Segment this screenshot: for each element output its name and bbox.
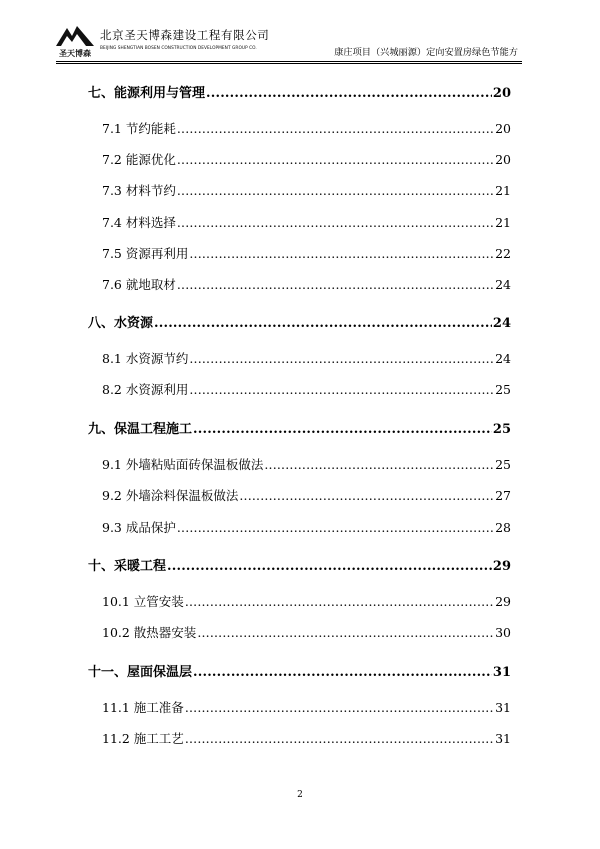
toc-page: 31	[495, 731, 511, 746]
toc-entry[interactable]	[88, 486, 511, 504]
toc-entry[interactable]	[88, 349, 511, 367]
toc-page: 27	[495, 488, 511, 503]
toc-title: 9.3 成品保护	[102, 520, 176, 535]
toc-title: 七、能源利用与管理	[88, 86, 206, 101]
toc-page: 21	[495, 215, 511, 230]
toc-title: 7.5 资源再利用	[102, 246, 189, 261]
toc-page: 21	[495, 183, 511, 198]
toc-title: 九、保温工程施工	[88, 422, 193, 437]
logo-text: 圣天博森	[59, 49, 91, 58]
toc-title: 八、水资源	[88, 316, 154, 331]
toc-leader	[189, 382, 494, 397]
page-header	[56, 22, 518, 64]
toc-leader	[189, 351, 494, 366]
toc-entry[interactable]	[88, 729, 511, 747]
toc-title: 7.2 能源优化	[102, 152, 176, 167]
toc-page: 20	[492, 86, 511, 101]
toc-page: 29	[492, 559, 511, 574]
toc-page: 29	[495, 594, 511, 609]
toc-section[interactable]	[88, 418, 511, 437]
toc-page: 31	[495, 700, 511, 715]
toc-entry[interactable]	[88, 150, 511, 168]
toc-leader	[177, 215, 494, 230]
toc-page: 20	[495, 121, 511, 136]
header-divider-thin	[56, 63, 522, 64]
toc-entry[interactable]	[88, 592, 511, 610]
toc-title: 10.2 散热器安装	[102, 625, 197, 640]
company-logo	[56, 22, 94, 58]
toc-leader	[177, 520, 494, 535]
toc-title: 十、采暖工程	[88, 559, 167, 574]
toc-leader	[185, 731, 494, 746]
toc-leader	[185, 700, 494, 715]
header-divider	[56, 61, 522, 62]
toc-title: 7.3 材料节约	[102, 183, 176, 198]
toc-page: 31	[492, 665, 511, 680]
toc-section[interactable]	[88, 82, 511, 101]
toc-title: 7.1 节约能耗	[102, 121, 176, 136]
company-name-en: BEIJING SHENGTIAN BOSEN CONSTRUCTION DEVELOPMENT GROUP CO.	[100, 46, 257, 51]
toc-entry[interactable]	[88, 380, 511, 398]
toc-page: 25	[492, 422, 511, 437]
toc-page: 25	[495, 382, 511, 397]
toc-page: 28	[495, 520, 511, 535]
page-number: 2	[297, 790, 303, 800]
toc-leader	[177, 183, 494, 198]
toc-entry[interactable]	[88, 518, 511, 536]
toc-page: 20	[495, 152, 511, 167]
toc-entry[interactable]	[88, 181, 511, 199]
toc-page: 22	[495, 246, 511, 261]
toc-leader	[193, 422, 492, 437]
toc-leader	[177, 152, 494, 167]
toc-leader	[177, 277, 494, 292]
toc-entry[interactable]	[88, 213, 511, 231]
toc-entry[interactable]	[88, 698, 511, 716]
toc-section[interactable]	[88, 661, 511, 680]
toc-leader	[154, 316, 492, 331]
toc-title: 11.1 施工准备	[102, 700, 184, 715]
toc-entry[interactable]	[88, 244, 511, 262]
toc-page: 30	[495, 625, 511, 640]
toc-title: 9.1 外墙粘贴面砖保温板做法	[102, 457, 264, 472]
company-name: 北京圣天博森建设工程有限公司	[100, 28, 270, 42]
toc-title: 十一、屋面保温层	[88, 665, 193, 680]
project-title: 康庄项目（兴城丽源）定向安置房绿色节能方	[334, 47, 518, 58]
toc-entry[interactable]	[88, 119, 511, 137]
toc-page: 25	[495, 457, 511, 472]
toc-section[interactable]	[88, 555, 511, 574]
toc-page: 24	[492, 316, 511, 331]
toc-leader	[167, 559, 492, 574]
toc-title: 8.2 水资源利用	[102, 382, 189, 397]
toc-entry[interactable]	[88, 623, 511, 641]
toc-leader	[197, 625, 494, 640]
toc-title: 8.1 水资源节约	[102, 351, 189, 366]
toc-title: 9.2 外墙涂料保温板做法	[102, 488, 239, 503]
toc-entry[interactable]	[88, 455, 511, 473]
toc-leader	[264, 457, 494, 472]
toc-page: 24	[495, 351, 511, 366]
toc-leader	[193, 665, 492, 680]
toc-leader	[185, 594, 494, 609]
toc-section[interactable]	[88, 312, 511, 331]
toc-leader	[239, 488, 494, 503]
toc-entry[interactable]	[88, 275, 511, 293]
toc-title: 10.1 立管安装	[102, 594, 184, 609]
toc-page: 24	[495, 277, 511, 292]
toc-leader	[177, 121, 494, 136]
logo-mountain-icon	[56, 22, 94, 58]
toc-title: 11.2 施工工艺	[102, 731, 184, 746]
toc-title: 7.6 就地取材	[102, 277, 176, 292]
toc-leader	[206, 86, 492, 101]
toc-leader	[189, 246, 494, 261]
toc-title: 7.4 材料选择	[102, 215, 176, 230]
